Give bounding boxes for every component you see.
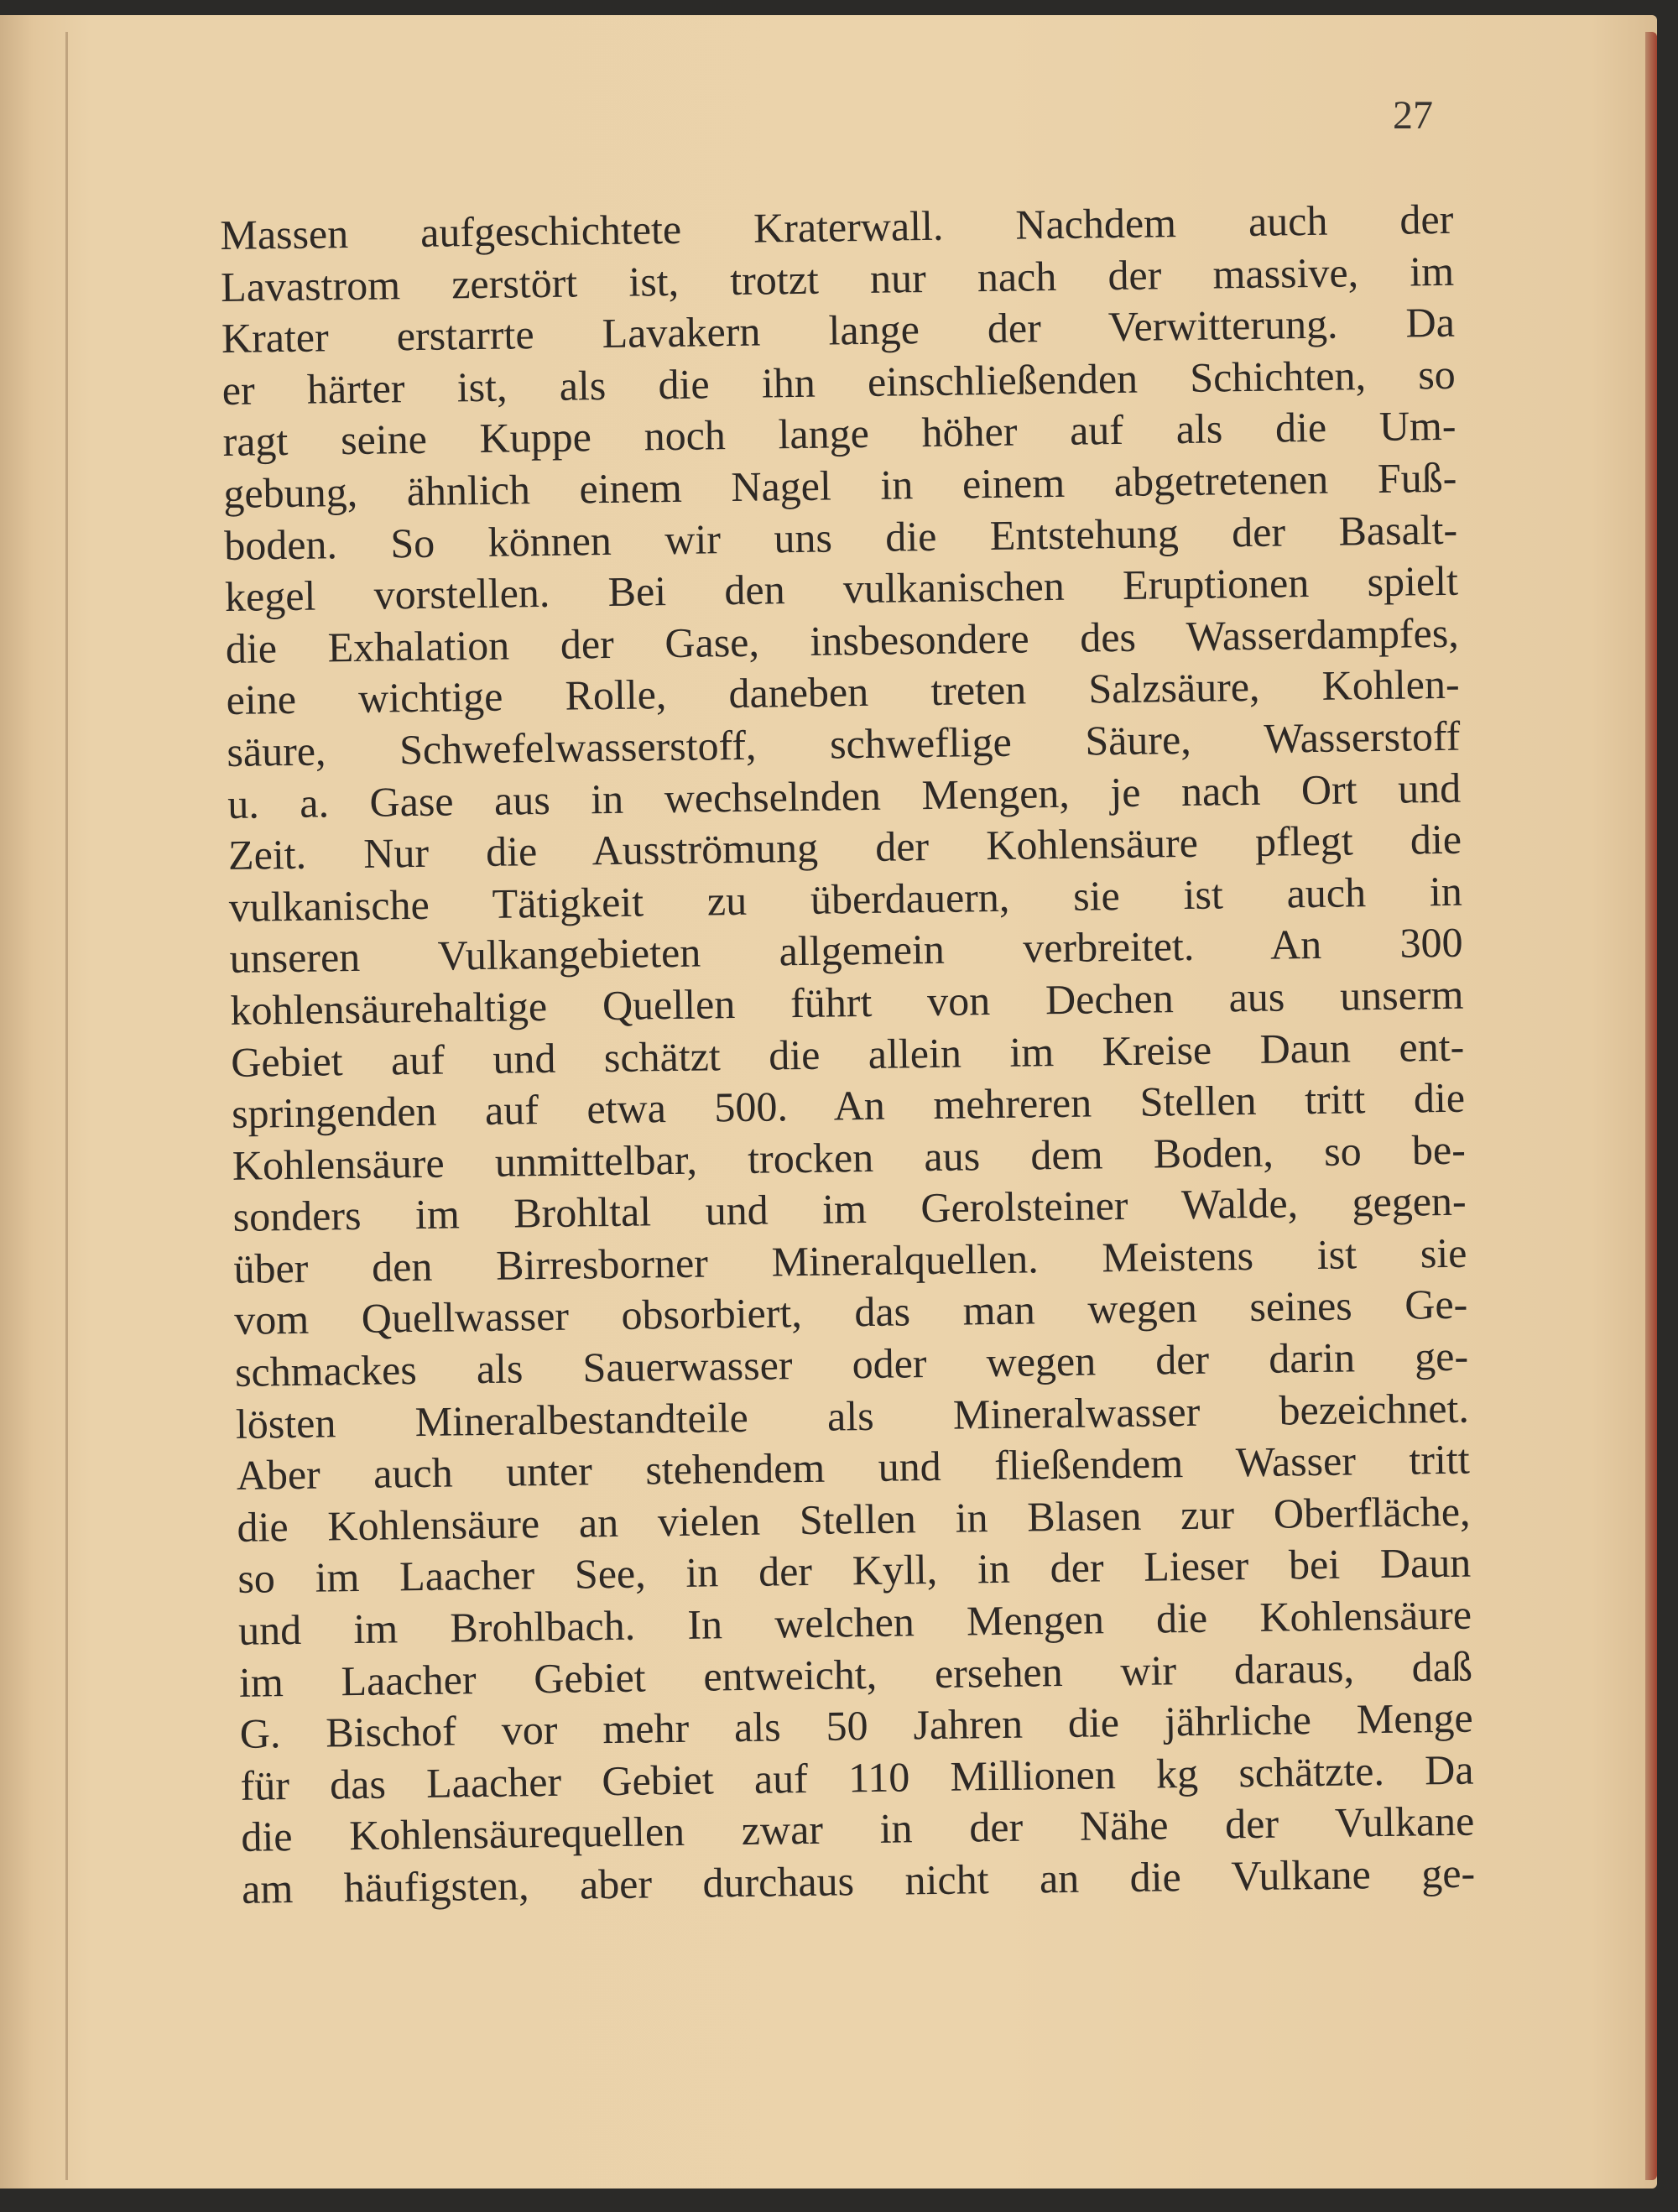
text-line: eine wichtige Rolle, daneben treten Salzsäure, Kohlen- — [226, 660, 1460, 724]
text-line: sonders im Brohltal und im Gerolsteiner Walde, gegen- — [232, 1176, 1467, 1241]
text-line: vulkanische Tätigkeit zu überdauern, sie ist auch in — [228, 867, 1463, 931]
text-line: im Laacher Gebiet entweicht, ersehen wir daraus, daß — [238, 1642, 1473, 1706]
text-line: über den Birresborner Mineralquellen. Meistens ist sie — [233, 1229, 1467, 1292]
text-line: für das Laacher Gebiet auf 110 Millionen kg schätzte. Da — [240, 1745, 1474, 1809]
text-line: ragt seine Kuppe noch lange höher auf als die Um- — [222, 402, 1457, 466]
text-line: lösten Mineralbestandteile als Mineralwasser bezeichnet. — [235, 1384, 1470, 1448]
page-edge — [1645, 32, 1657, 2180]
text-line: boden. So können wir uns die Entstehung der Basalt- — [223, 505, 1458, 569]
text-line: Kohlensäure unmittelbar, trocken aus dem Boden, so be- — [232, 1125, 1467, 1189]
text-line: die Kohlensäure an vielen Stellen in Blasen zur Oberfläche, — [237, 1487, 1471, 1551]
text-line: Lavastrom zerstört ist, trotzt nur nach der massive, im — [220, 247, 1455, 310]
text-line: Massen aufgeschichtete Kraterwall. Nachdem auch der — [220, 195, 1454, 258]
text-line: Aber auch unter stehendem und fließendem Wasser tritt — [236, 1435, 1470, 1500]
text-line: kegel vorstellen. Bei den vulkanischen Eruptionen spielt — [224, 556, 1459, 621]
text-line: kohlensäurehaltige Quellen führt von Dechen aus unserm — [230, 970, 1464, 1034]
text-line: springenden auf etwa 500. An mehreren Stellen tritt die — [231, 1073, 1466, 1137]
text-line: Zeit. Nur die Ausströmung der Kohlensäure pflegt die — [227, 815, 1462, 879]
text-line: säure, Schwefelwasserstoff, schweflige Säure, Wasserstoff — [227, 712, 1461, 775]
text-line: am häufigsten, aber durchaus nicht an die Vulkane ge- — [241, 1849, 1476, 1912]
text-line: u. a. Gase aus in wechselnden Mengen, je nach Ort und — [227, 764, 1462, 827]
text-line: die Kohlensäurequellen zwar in der Nähe der Vulkane — [241, 1797, 1475, 1861]
text-line: G. Bischof vor mehr als 50 Jahren die jährliche Menge — [239, 1693, 1474, 1758]
book-page — [0, 15, 1657, 2189]
text-line: Krater erstarrte Lavakern lange der Verwitterung. Da — [221, 298, 1456, 363]
text-line: unseren Vulkangebieten allgemein verbreitet. An 300 — [229, 918, 1463, 983]
body-text — [220, 194, 1475, 1916]
text-line: schmackes als Sauerwasser oder wegen der darin ge- — [234, 1332, 1469, 1396]
text-line: vom Quellwasser obsorbiert, das man wegen seines Ge- — [233, 1281, 1468, 1344]
text-line: und im Brohlbach. In welchen Mengen die Kohlensäure — [237, 1590, 1472, 1654]
text-line: er härter ist, als die ihn einschließenden Schichten, so — [221, 350, 1457, 414]
text-line: so im Laacher See, in der Kyll, in der Lieser bei Daun — [237, 1539, 1472, 1603]
text-line: gebung, ähnlich einem Nagel in einem abgetretenen Fuß- — [223, 453, 1457, 517]
page-number: 27 — [1393, 93, 1433, 138]
text-line: die Exhalation der Gase, insbesondere des Wasserdampfes, — [225, 608, 1460, 672]
text-line: Gebiet auf und schätzt die allein im Kreise Daun ent- — [230, 1022, 1465, 1086]
page-gutter — [65, 32, 68, 2180]
